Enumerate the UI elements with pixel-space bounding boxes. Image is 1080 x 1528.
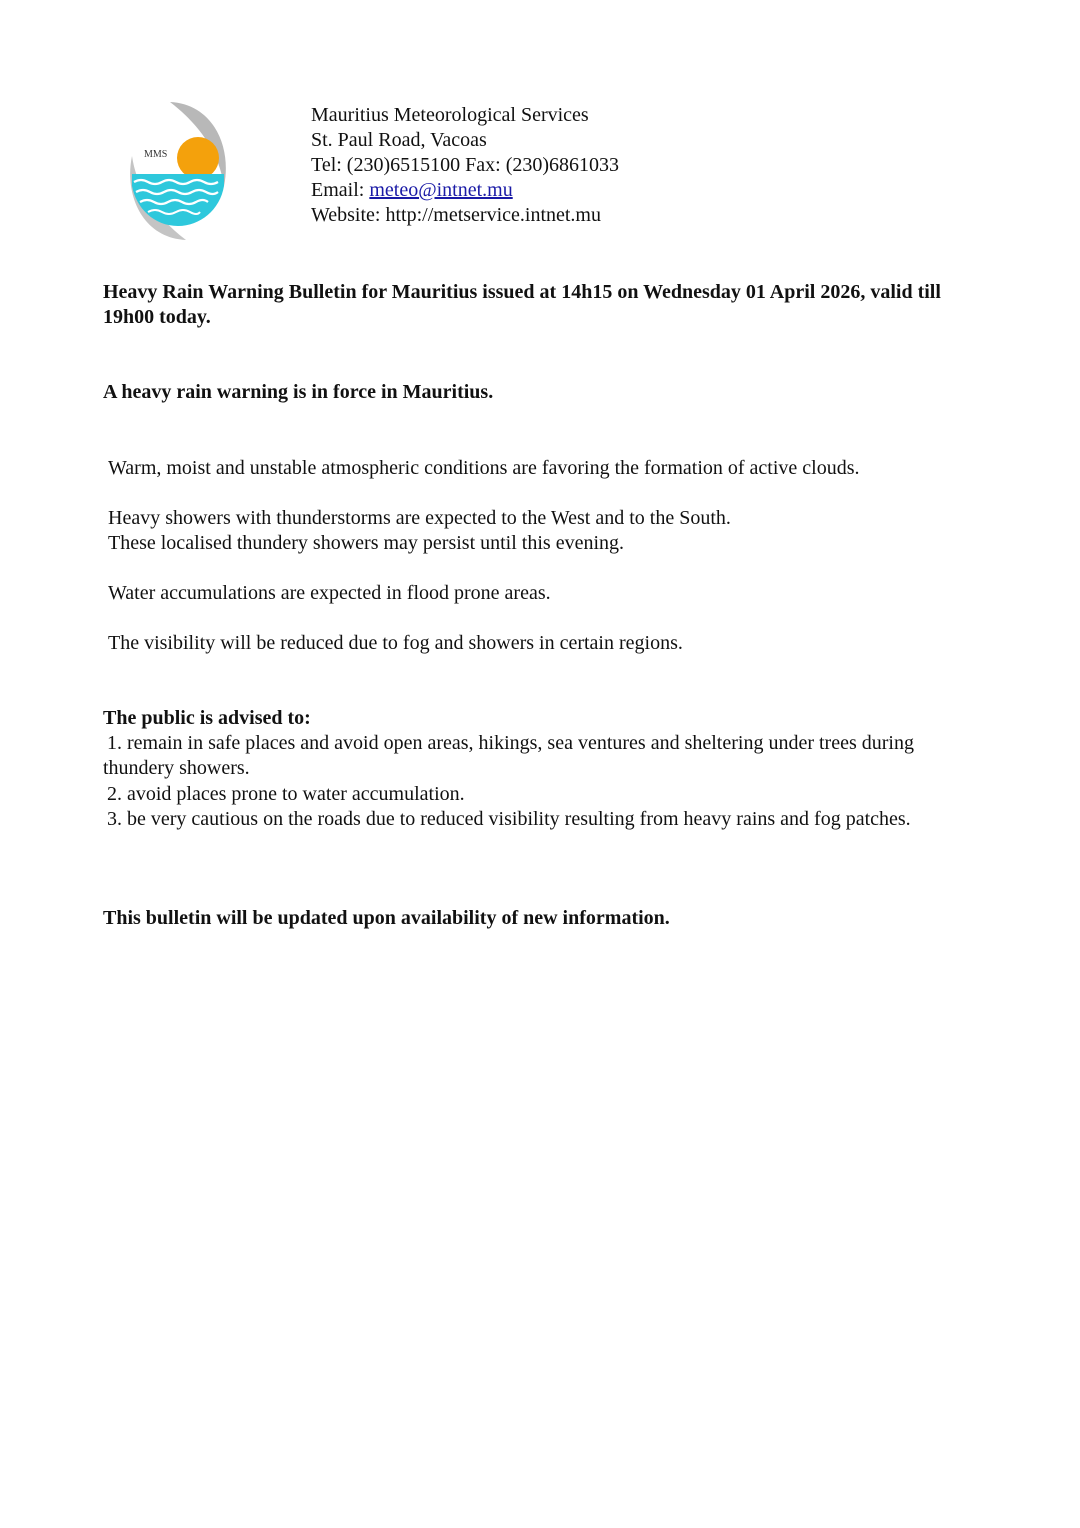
logo-text: MMS: [144, 149, 168, 160]
paragraph-conditions: Warm, moist and unstable atmospheric conditions are favoring the formation of active clouds.: [108, 457, 860, 479]
paragraph-accumulations: Water accumulations are expected in flood prone areas.: [108, 582, 551, 604]
email-line: [311, 178, 619, 203]
paragraph-visibility: The visibility will be reduced due to fog and showers in certain regions.: [108, 632, 683, 654]
update-notice: This bulletin will be updated upon availability of new information.: [103, 907, 670, 929]
paragraph-showers: Heavy showers with thunderstorms are expected to the West and to the South.: [108, 507, 731, 529]
warning-in-force: A heavy rain warning is in force in Mauritius.: [103, 381, 494, 403]
email-label: Email:: [311, 179, 370, 201]
advice-heading: The public is advised to:: [103, 707, 311, 729]
advice-item: 2. avoid places prone to water accumulation.: [107, 782, 465, 805]
bulletin-title: Heavy Rain Warning Bulletin for Mauritius issued at 14h15 on Wednesday 01 April 2026, valid till 19h00 today.: [103, 281, 941, 328]
website-line: Website: http://metservice.intnet.mu: [311, 204, 601, 226]
advice-item: 1. remain in safe places and avoid open areas, hikings, sea ventures and sheltering under trees during thundery showers.: [103, 732, 914, 780]
paragraph-persist: These localised thundery showers may persist until this evening.: [108, 532, 625, 554]
mms-logo: [124, 98, 232, 244]
phone-fax: Tel: (230)6515100 Fax: (230)6861033: [311, 154, 620, 176]
logo-sun: [177, 137, 219, 179]
org-address: St. Paul Road, Vacoas: [311, 129, 487, 151]
org-name: Mauritius Meteorological Services: [311, 104, 589, 126]
public-advice: [103, 706, 953, 832]
header-contact-block: [311, 103, 619, 228]
email-link[interactable]: meteo@intnet.mu: [369, 179, 513, 201]
advice-item: 3. be very cautious on the roads due to reduced visibility resulting from heavy rains and fog patches.: [107, 807, 911, 830]
